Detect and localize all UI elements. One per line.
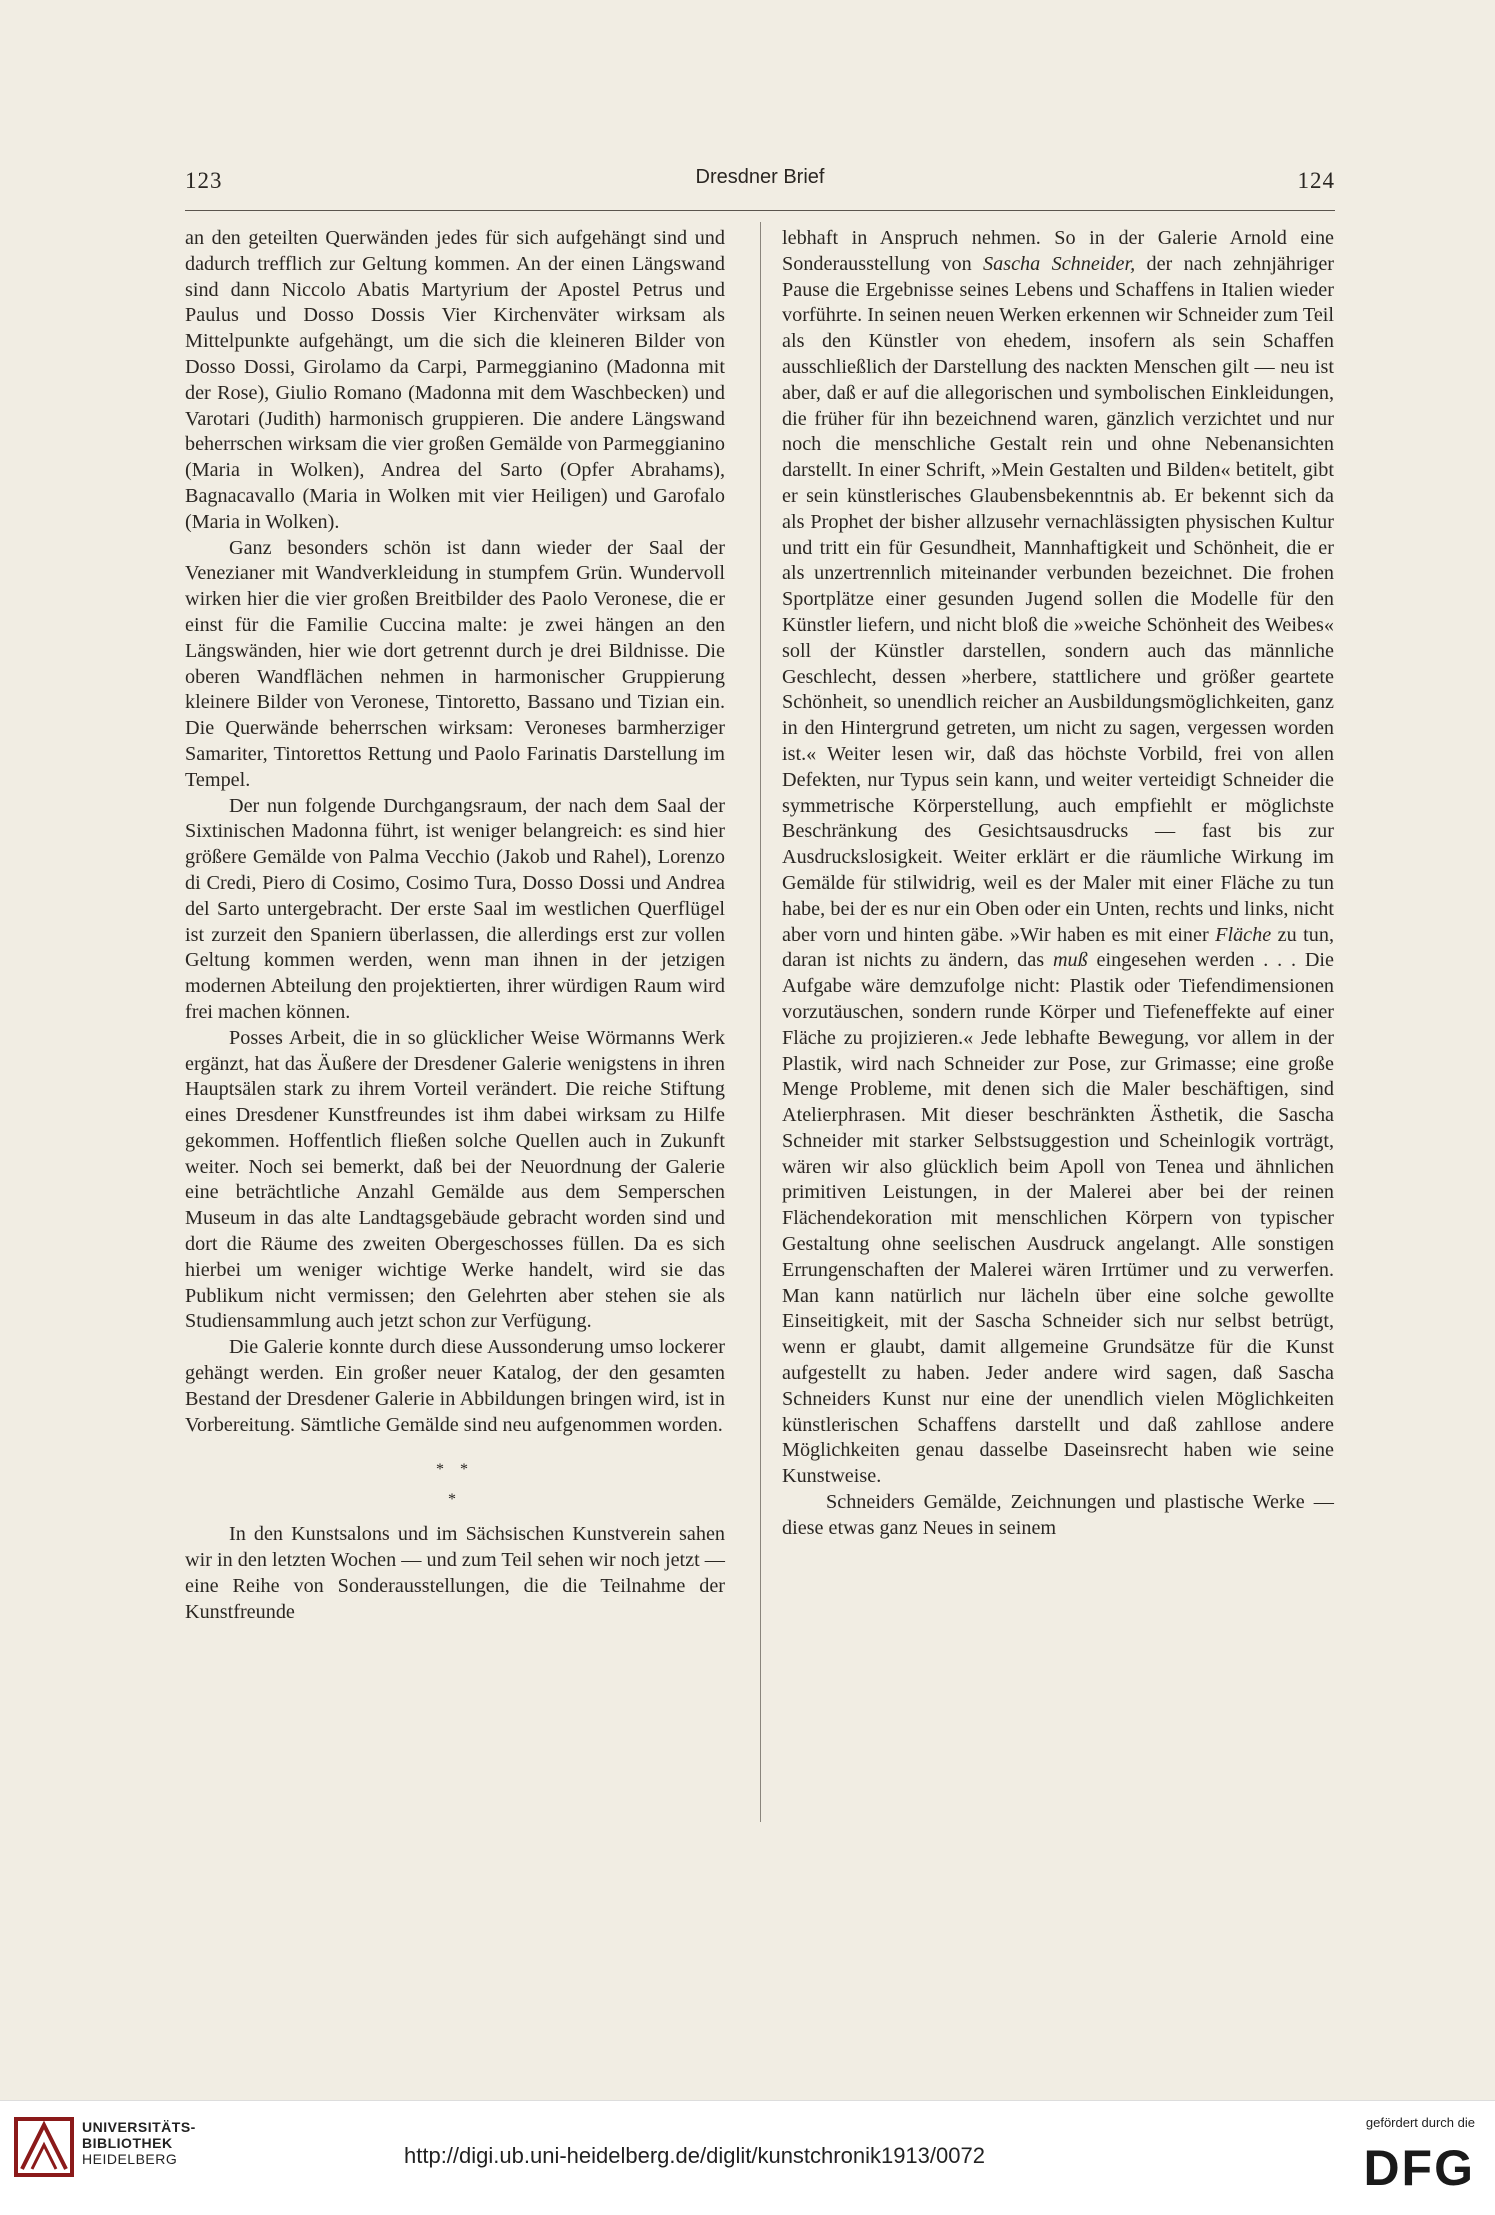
library-name-line: HEIDELBERG (82, 2151, 178, 2167)
library-name (82, 2119, 196, 2167)
left-column (185, 226, 725, 1626)
text-run: der nach zehnjähriger Pause die Ergebnisse seines Lebens und Schaffens in Italien wieder vorführte. In seinen neuen Werken erkennen wir Schneider zum Teil als den Künstler von ehedem, insofern als sein Schaffen ausschließlich der Darstellung des nackten Menschen gilt — neu ist aber, daß er auf die allegorischen und symbolischen Einkleidungen, die früher für ihn bezeichnend waren, gänzlich verzichtet und nur noch die menschliche Gestalt rein und ohne Nebenansichten darstellt. In einer Schrift, »Mein Gestalten und Bilden« betitelt, gibt er sein künstlerisches Glaubensbekenntnis ab. Er bekennt sich da als Prophet der bisher allzusehr vernachlässigten physischen Kultur und tritt ein für Gesundheit, Mannhaftigkeit und Schönheit, die er als unzertrennlich miteinander verbunden bezeichnet. Die frohen Sportplätze einer gesunden Jugend sollen die Modelle für den Künstler liefern, und nicht bloß die »weiche Schönheit des Weibes« soll der Künstler darstellen, sondern auch das männliche Geschlecht, dessen »herbere, stattlichere und größer geartete Schönheit, so unendlich reicher an Ausbildungsmöglichkeiten, ganz in den Hintergrund getreten, um nicht zu sagen, vergessen worden ist.« Weiter lesen wir, daß das höchste Vorbild, frei von allen Defekten, nur Typus sein kann, und weiter verteidigt Schneider die symmetrische Körperstellung, auch empfiehlt er möglichste Beschränkung des Gesichtsausdrucks — fast bis zur Ausdruckslosigkeit. Weiter erklärt er die räumliche Wirkung im Gemälde für stilwidrig, weil es der Maler mit einer Fläche zu tun habe, bei der es nur ein Oben oder ein Unten, rechts und links, nicht aber vorn und hinten gäbe. »Wir haben es mit einer (782, 252, 1334, 946)
paragraph: Ganz besonders schön ist dann wieder der Saal der Venezianer mit Wandverkleidung in stumpfem Grün. Wundervoll wirken hier die vier großen Breitbilder des Paolo Veronese, die er einst für die Familie Cuccina malte: je zwei hängen an den Längswänden, hier wie dort getrennt durch je drei Bildnisse. Die oberen Wandflächen nehmen in harmonischer Gruppierung kleinere Bilder von Veronese, Tintoretto, Bassano und Tizian ein. Die Querwände beherrschen wirksam: Veroneses barmherziger Samariter, Tintorettos Rettung und Paolo Farinatis Darstellung im Tempel. (185, 536, 725, 791)
library-name-line: UNIVERSITÄTS- (82, 2119, 196, 2135)
paragraph: In den Kunstsalons und im Sächsischen Kunstverein sahen wir in den letzten Wochen — und zum Teil sehen wir noch jetzt — eine Reihe von Sonderausstellungen, die die Teilnahme der Kunstfreunde (185, 1523, 725, 1623)
university-library-logo-icon (14, 2117, 74, 2177)
paragraph (782, 226, 1334, 1490)
artist-name-italic: Sascha Schneider, (983, 252, 1136, 275)
page-number-left: 123 (185, 168, 223, 193)
paragraph: Posses Arbeit, die in so glücklicher Weise Wörmanns Werk ergänzt, hat das Äußere der Dresdener Galerie wenigstens in ihren Hauptsälen stark zu ihrem Vorteil verändert. Die reiche Stiftung eines Dresdener Kunstfreundes ist ihm dabei wirksam zu Hilfe gekommen. Hoffentlich fließen solche Quellen auch in Zukunft weiter. Noch sei bemerkt, daß bei der Neuordnung der Galerie eine beträchtliche Anzahl Gemälde aus dem Semperschen Museum in das alte Landtagsgebäude gebracht worden sind und dort die Räume des zweiten Obergeschosses füllen. Da es sich hierbei um weniger wichtige Werke handelt, wird sie das Publikum nicht vermissen; den Gelehrten aber stehen sie als Studiensammlung auch jetzt schon zur Verfügung. (185, 1026, 725, 1333)
page-number-right: 124 (1297, 168, 1335, 193)
source-url-link[interactable]: http://digi.ub.uni-heidelberg.de/diglit/kunstchronik1913/0072 (404, 2143, 985, 2168)
library-name-line: BIBLIOTHEK (82, 2135, 173, 2151)
dfg-logo: DFG (1363, 2140, 1475, 2196)
section-separator (185, 1461, 725, 1509)
text-run: lebhaft in Anspruch nehmen. So in der Galerie Arnold eine Sonderausstellung von (782, 227, 1334, 275)
paragraph: an den geteilten Querwänden jedes für sich aufgehängt sind und dadurch trefflich zur Geltung kommen. An der einen Längswand sind dann Niccolo Abatis Martyrium der Apostel Petrus und Paulus und Dosso Dossis Vier Kirchenväter wirksam als Mittelpunkte aufgehängt, um die sich die kleineren Bilder von Dosso Dossi, Girolamo da Carpi, Parmeggianino (Madonna mit der Rose), Giulio Romano (Madonna mit dem Waschbecken) und Varotari (Judith) harmonisch gruppieren. Die andere Längswand beherrschen wirksam die vier großen Gemälde von Parmeggianino (Maria in Wolken), Andrea del Sarto (Opfer Abrahams), Bagnacavallo (Maria in Wolken mit vier Heiligen) und Garofalo (Maria in Wolken). (185, 227, 725, 533)
funding-label: gefördert durch die (1365, 2115, 1475, 2130)
asterisk-single: * (448, 1491, 462, 1509)
column-divider (760, 222, 761, 1822)
header-rule (185, 210, 1335, 211)
emphasis-italic: muß (1052, 949, 1088, 972)
paragraph: Der nun folgende Durchgangsraum, der nach dem Saal der Sixtinischen Madonna führt, ist weniger belangreich: es sind hier größere Gemälde von Palma Vecchio (Jakob und Rahel), Lorenzo di Credi, Piero di Cosimo, Cosimo Tura, Dosso Dossi und Andrea del Sarto untergebracht. Der erste Saal im westlichen Querflügel ist zurzeit den Spaniern überlassen, die allerdings erst zur vollen Geltung kommen werden, wenn man ihnen in der jetzigen modernen Abteilung den projektierten, ihrer würdigen Raum wird frei machen können. (185, 794, 725, 1023)
paragraph: Die Galerie konnte durch diese Aussonderung umso lockerer gehängt werden. Ein großer neuer Katalog, der den gesamten Bestand der Dresdener Galerie in Abbildungen bringen wird, ist in Vorbereitung. Sämtliche Gemälde sind neu aufgenommen worden. (185, 1336, 725, 1436)
text-run: zu tun, daran ist nichts zu ändern, das (782, 923, 1334, 972)
digitization-footer (0, 2100, 1495, 2215)
right-column (782, 226, 1334, 1542)
page-header (185, 160, 1335, 200)
paragraph: Schneiders Gemälde, Zeichnungen und plastische Werke — diese etwas ganz Neues in seinem (782, 1491, 1334, 1539)
emphasis-italic: Fläche (1215, 923, 1272, 946)
asterisk-pair: * * (436, 1461, 474, 1479)
text-run: eingesehen werden . . . Die Aufgabe wäre demzufolge nicht: Plastik oder Tiefendimensionen vorzutäuschen, sondern runde Körper und Tiefeneffekte auf einer Fläche zu projizieren.« Jede lebhafte Bewegung, vor allem in der Plastik, wird nach Schneider zur Pose, zur Grimasse; eine große Menge Probleme, mit denen sich die Maler beschäftigen, sind Atelierphrasen. Mit dieser beschränkten Ästhetik, die Sascha Schneider mit starker Selbstsuggestion und Scheinlogik vorträgt, wären wir also glücklich beim Apoll von Tenea und ähnlichen primitiven Leistungen, in der Malerei aber bei der reinen Flächendekoration mit menschlichen Körpern von typischer Gestaltung ohne seelischen Ausdruck angelangt. Alle sonstigen Errungenschaften der Malerei wären Irrtümer und zu verwerfen. Man kann natürlich nur lächeln über eine solche gewollte Einseitigkeit, mit der Sascha Schneider sich nur selbst betrügt, wenn er glaubt, damit allgemeine Grundsätze für die Kunst aufgestellt zu haben. Jeder andere wird sagen, daß Sascha Schneiders Kunst nur eine der unendlich vielen Möglichkeiten künstlerischen Schaffens darstellt und daß zahllose andere Möglichkeiten genau dasselbe Daseinsrecht haben wie seine Kunstweise. (782, 949, 1334, 1488)
running-title: Dresdner Brief (695, 166, 825, 188)
